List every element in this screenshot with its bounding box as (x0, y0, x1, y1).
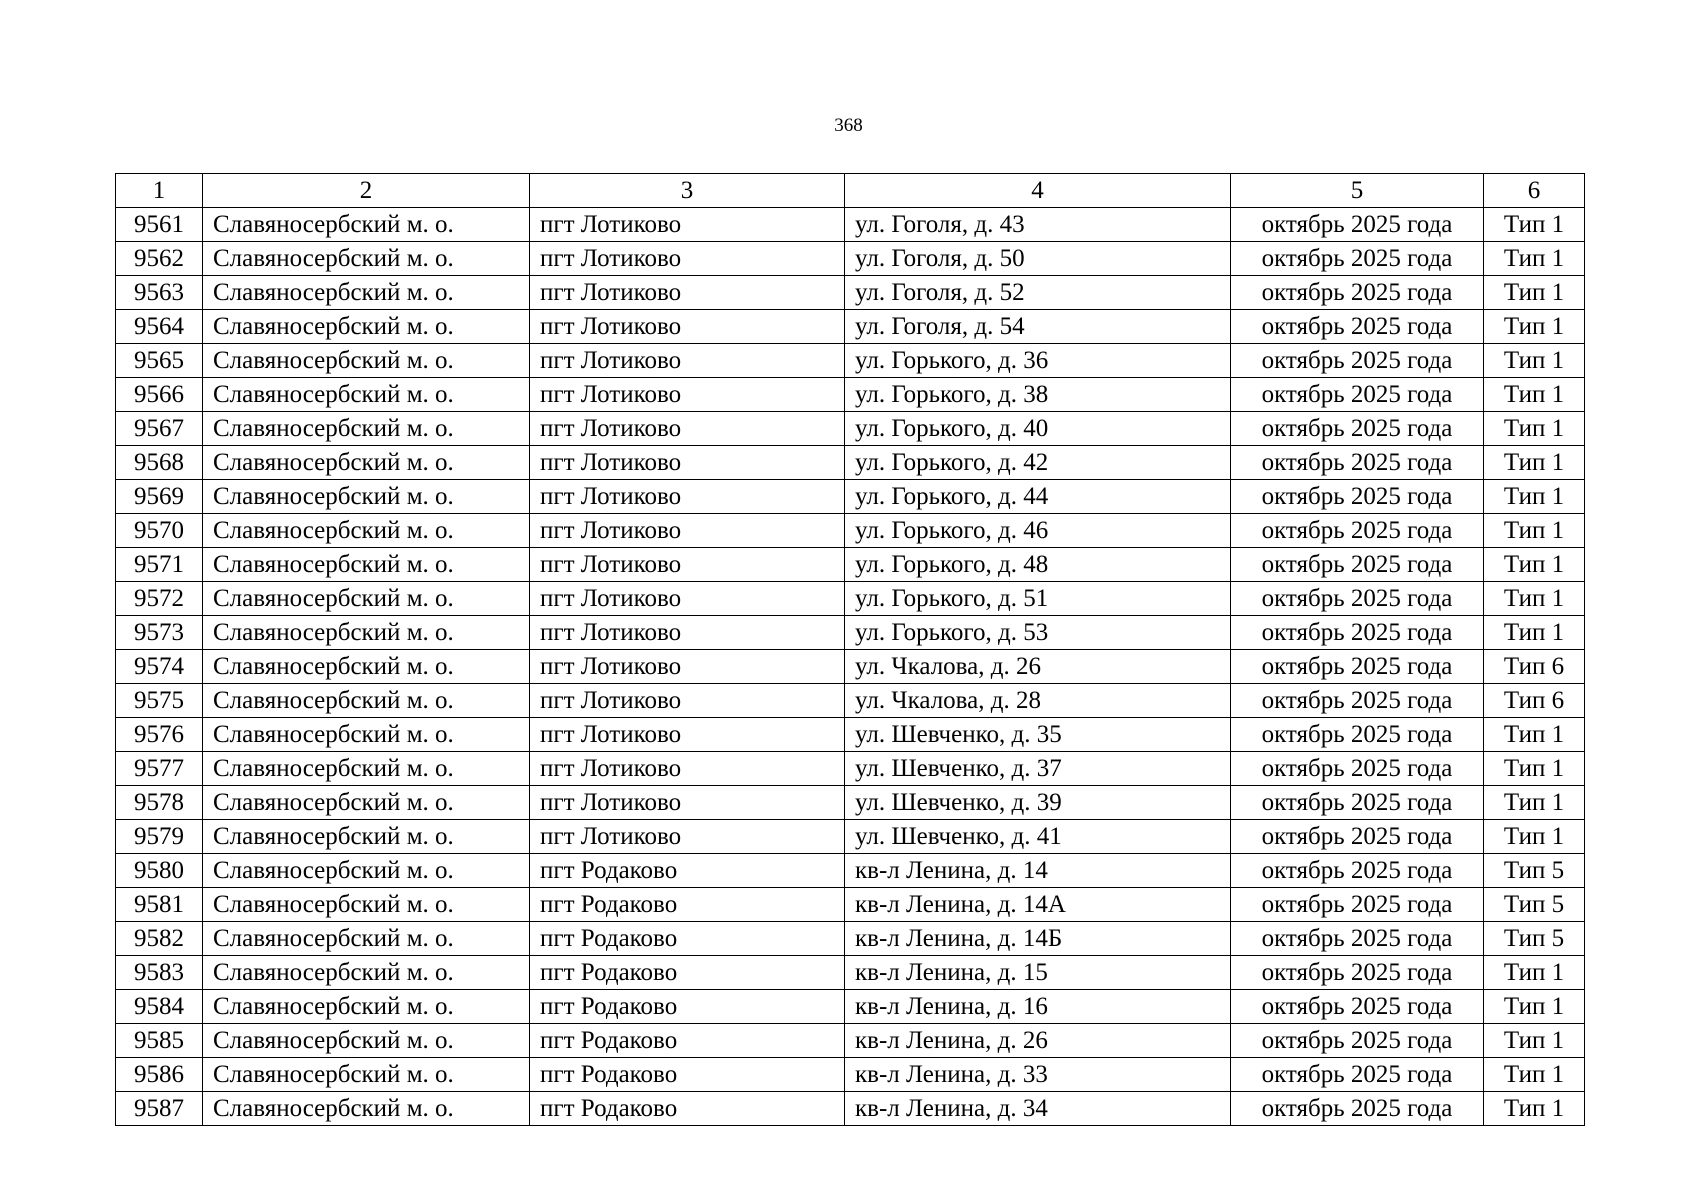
district-cell: Славяносербский м. о. (203, 718, 530, 752)
table-row (116, 820, 1585, 854)
settlement-cell: пгт Лотиково (530, 514, 845, 548)
settlement-cell: пгт Родаково (530, 1024, 845, 1058)
date-cell: октябрь 2025 года (1231, 752, 1484, 786)
row-number-cell: 9582 (116, 922, 203, 956)
district-cell: Славяносербский м. о. (203, 1024, 530, 1058)
row-number-cell: 9562 (116, 242, 203, 276)
address-cell: кв-л Ленина, д. 34 (845, 1092, 1231, 1126)
date-cell: октябрь 2025 года (1231, 242, 1484, 276)
settlement-cell: пгт Лотиково (530, 650, 845, 684)
row-number-cell: 9585 (116, 1024, 203, 1058)
table-row (116, 956, 1585, 990)
table-row (116, 310, 1585, 344)
address-cell: ул. Чкалова, д. 28 (845, 684, 1231, 718)
type-cell: Тип 1 (1484, 1092, 1585, 1126)
date-cell: октябрь 2025 года (1231, 446, 1484, 480)
district-cell: Славяносербский м. о. (203, 956, 530, 990)
district-cell: Славяносербский м. о. (203, 344, 530, 378)
date-cell: октябрь 2025 года (1231, 616, 1484, 650)
table-row (116, 854, 1585, 888)
district-cell: Славяносербский м. о. (203, 888, 530, 922)
type-cell: Тип 1 (1484, 344, 1585, 378)
address-cell: ул. Шевченко, д. 39 (845, 786, 1231, 820)
table-row (116, 242, 1585, 276)
settlement-cell: пгт Лотиково (530, 242, 845, 276)
type-cell: Тип 1 (1484, 718, 1585, 752)
date-cell: октябрь 2025 года (1231, 1058, 1484, 1092)
column-header: 6 (1484, 174, 1585, 208)
address-cell: кв-л Ленина, д. 14Б (845, 922, 1231, 956)
date-cell: октябрь 2025 года (1231, 922, 1484, 956)
row-number-cell: 9565 (116, 344, 203, 378)
type-cell: Тип 1 (1484, 1058, 1585, 1092)
address-cell: ул. Горького, д. 48 (845, 548, 1231, 582)
district-cell: Славяносербский м. о. (203, 276, 530, 310)
row-number-cell: 9587 (116, 1092, 203, 1126)
row-number-cell: 9570 (116, 514, 203, 548)
settlement-cell: пгт Лотиково (530, 820, 845, 854)
date-cell: октябрь 2025 года (1231, 1092, 1484, 1126)
type-cell: Тип 1 (1484, 1024, 1585, 1058)
column-number-row (116, 174, 1585, 208)
district-cell: Славяносербский м. о. (203, 310, 530, 344)
address-cell: ул. Горького, д. 42 (845, 446, 1231, 480)
row-number-cell: 9574 (116, 650, 203, 684)
date-cell: октябрь 2025 года (1231, 820, 1484, 854)
settlement-cell: пгт Лотиково (530, 446, 845, 480)
type-cell: Тип 6 (1484, 650, 1585, 684)
table-row (116, 446, 1585, 480)
row-number-cell: 9572 (116, 582, 203, 616)
settlement-cell: пгт Лотиково (530, 344, 845, 378)
address-cell: ул. Шевченко, д. 37 (845, 752, 1231, 786)
type-cell: Тип 1 (1484, 786, 1585, 820)
column-header: 1 (116, 174, 203, 208)
row-number-cell: 9586 (116, 1058, 203, 1092)
address-cell: ул. Гоголя, д. 50 (845, 242, 1231, 276)
row-number-cell: 9579 (116, 820, 203, 854)
type-cell: Тип 1 (1484, 956, 1585, 990)
settlement-cell: пгт Родаково (530, 888, 845, 922)
type-cell: Тип 1 (1484, 378, 1585, 412)
date-cell: октябрь 2025 года (1231, 412, 1484, 446)
date-cell: октябрь 2025 года (1231, 786, 1484, 820)
column-header: 3 (530, 174, 845, 208)
district-cell: Славяносербский м. о. (203, 752, 530, 786)
address-cell: ул. Шевченко, д. 35 (845, 718, 1231, 752)
district-cell: Славяносербский м. о. (203, 582, 530, 616)
district-cell: Славяносербский м. о. (203, 684, 530, 718)
table-row (116, 514, 1585, 548)
settlement-cell: пгт Лотиково (530, 616, 845, 650)
district-cell: Славяносербский м. о. (203, 480, 530, 514)
table-row (116, 718, 1585, 752)
settlement-cell: пгт Лотиково (530, 378, 845, 412)
type-cell: Тип 1 (1484, 752, 1585, 786)
row-number-cell: 9580 (116, 854, 203, 888)
address-cell: ул. Горького, д. 44 (845, 480, 1231, 514)
district-cell: Славяносербский м. о. (203, 412, 530, 446)
address-cell: ул. Горького, д. 40 (845, 412, 1231, 446)
district-cell: Славяносербский м. о. (203, 378, 530, 412)
district-cell: Славяносербский м. о. (203, 786, 530, 820)
row-number-cell: 9576 (116, 718, 203, 752)
date-cell: октябрь 2025 года (1231, 956, 1484, 990)
table-row (116, 650, 1585, 684)
column-header: 5 (1231, 174, 1484, 208)
address-cell: ул. Горького, д. 51 (845, 582, 1231, 616)
table-row (116, 344, 1585, 378)
type-cell: Тип 1 (1484, 276, 1585, 310)
date-cell: октябрь 2025 года (1231, 310, 1484, 344)
table-row (116, 684, 1585, 718)
table-row (116, 548, 1585, 582)
date-cell: октябрь 2025 года (1231, 344, 1484, 378)
settlement-cell: пгт Лотиково (530, 752, 845, 786)
table-row (116, 616, 1585, 650)
row-number-cell: 9566 (116, 378, 203, 412)
address-cell: ул. Горького, д. 46 (845, 514, 1231, 548)
table-header (116, 174, 1585, 208)
district-cell: Славяносербский м. о. (203, 548, 530, 582)
type-cell: Тип 1 (1484, 208, 1585, 242)
table-row (116, 990, 1585, 1024)
settlement-cell: пгт Лотиково (530, 548, 845, 582)
type-cell: Тип 1 (1484, 480, 1585, 514)
date-cell: октябрь 2025 года (1231, 888, 1484, 922)
row-number-cell: 9567 (116, 412, 203, 446)
row-number-cell: 9568 (116, 446, 203, 480)
district-cell: Славяносербский м. о. (203, 820, 530, 854)
district-cell: Славяносербский м. о. (203, 854, 530, 888)
date-cell: октябрь 2025 года (1231, 582, 1484, 616)
row-number-cell: 9581 (116, 888, 203, 922)
type-cell: Тип 1 (1484, 446, 1585, 480)
type-cell: Тип 5 (1484, 922, 1585, 956)
row-number-cell: 9573 (116, 616, 203, 650)
district-cell: Славяносербский м. о. (203, 922, 530, 956)
date-cell: октябрь 2025 года (1231, 514, 1484, 548)
row-number-cell: 9575 (116, 684, 203, 718)
table-row (116, 412, 1585, 446)
settlement-cell: пгт Лотиково (530, 582, 845, 616)
date-cell: октябрь 2025 года (1231, 378, 1484, 412)
district-cell: Славяносербский м. о. (203, 650, 530, 684)
settlement-cell: пгт Родаково (530, 990, 845, 1024)
row-number-cell: 9583 (116, 956, 203, 990)
district-cell: Славяносербский м. о. (203, 1058, 530, 1092)
column-header: 2 (203, 174, 530, 208)
table-row (116, 276, 1585, 310)
address-cell: ул. Гоголя, д. 43 (845, 208, 1231, 242)
settlement-cell: пгт Лотиково (530, 684, 845, 718)
register-table (115, 173, 1585, 1126)
table-row (116, 1058, 1585, 1092)
type-cell: Тип 1 (1484, 310, 1585, 344)
date-cell: октябрь 2025 года (1231, 718, 1484, 752)
table-row (116, 208, 1585, 242)
district-cell: Славяносербский м. о. (203, 446, 530, 480)
district-cell: Славяносербский м. о. (203, 616, 530, 650)
table-row (116, 582, 1585, 616)
type-cell: Тип 1 (1484, 990, 1585, 1024)
type-cell: Тип 5 (1484, 888, 1585, 922)
type-cell: Тип 5 (1484, 854, 1585, 888)
type-cell: Тип 1 (1484, 820, 1585, 854)
type-cell: Тип 1 (1484, 412, 1585, 446)
row-number-cell: 9561 (116, 208, 203, 242)
address-cell: ул. Гоголя, д. 52 (845, 276, 1231, 310)
table-row (116, 1024, 1585, 1058)
settlement-cell: пгт Родаково (530, 922, 845, 956)
table-row (116, 1092, 1585, 1126)
address-cell: ул. Чкалова, д. 26 (845, 650, 1231, 684)
settlement-cell: пгт Лотиково (530, 412, 845, 446)
row-number-cell: 9584 (116, 990, 203, 1024)
settlement-cell: пгт Родаково (530, 854, 845, 888)
table-row (116, 480, 1585, 514)
table-body (116, 208, 1585, 1126)
page-number: 368 (834, 115, 863, 136)
row-number-cell: 9564 (116, 310, 203, 344)
district-cell: Славяносербский м. о. (203, 1092, 530, 1126)
row-number-cell: 9563 (116, 276, 203, 310)
table-row (116, 922, 1585, 956)
date-cell: октябрь 2025 года (1231, 990, 1484, 1024)
address-cell: кв-л Ленина, д. 26 (845, 1024, 1231, 1058)
address-cell: ул. Горького, д. 36 (845, 344, 1231, 378)
row-number-cell: 9578 (116, 786, 203, 820)
type-cell: Тип 1 (1484, 616, 1585, 650)
district-cell: Славяносербский м. о. (203, 514, 530, 548)
column-header: 4 (845, 174, 1231, 208)
date-cell: октябрь 2025 года (1231, 208, 1484, 242)
district-cell: Славяносербский м. о. (203, 208, 530, 242)
settlement-cell: пгт Лотиково (530, 208, 845, 242)
address-cell: ул. Гоголя, д. 54 (845, 310, 1231, 344)
address-cell: кв-л Ленина, д. 14А (845, 888, 1231, 922)
date-cell: октябрь 2025 года (1231, 650, 1484, 684)
date-cell: октябрь 2025 года (1231, 854, 1484, 888)
date-cell: октябрь 2025 года (1231, 684, 1484, 718)
table-row (116, 378, 1585, 412)
settlement-cell: пгт Лотиково (530, 276, 845, 310)
date-cell: октябрь 2025 года (1231, 548, 1484, 582)
settlement-cell: пгт Лотиково (530, 786, 845, 820)
address-cell: ул. Шевченко, д. 41 (845, 820, 1231, 854)
date-cell: октябрь 2025 года (1231, 1024, 1484, 1058)
settlement-cell: пгт Лотиково (530, 310, 845, 344)
settlement-cell: пгт Родаково (530, 1058, 845, 1092)
table-row (116, 752, 1585, 786)
address-cell: кв-л Ленина, д. 33 (845, 1058, 1231, 1092)
address-cell: кв-л Ленина, д. 16 (845, 990, 1231, 1024)
settlement-cell: пгт Родаково (530, 1092, 845, 1126)
district-cell: Славяносербский м. о. (203, 990, 530, 1024)
address-cell: ул. Горького, д. 38 (845, 378, 1231, 412)
district-cell: Славяносербский м. о. (203, 242, 530, 276)
settlement-cell: пгт Лотиково (530, 718, 845, 752)
settlement-cell: пгт Родаково (530, 956, 845, 990)
row-number-cell: 9577 (116, 752, 203, 786)
type-cell: Тип 1 (1484, 548, 1585, 582)
address-cell: кв-л Ленина, д. 15 (845, 956, 1231, 990)
row-number-cell: 9571 (116, 548, 203, 582)
address-cell: кв-л Ленина, д. 14 (845, 854, 1231, 888)
date-cell: октябрь 2025 года (1231, 480, 1484, 514)
table-row (116, 786, 1585, 820)
row-number-cell: 9569 (116, 480, 203, 514)
type-cell: Тип 6 (1484, 684, 1585, 718)
table-row (116, 888, 1585, 922)
type-cell: Тип 1 (1484, 582, 1585, 616)
type-cell: Тип 1 (1484, 242, 1585, 276)
type-cell: Тип 1 (1484, 514, 1585, 548)
date-cell: октябрь 2025 года (1231, 276, 1484, 310)
address-cell: ул. Горького, д. 53 (845, 616, 1231, 650)
settlement-cell: пгт Лотиково (530, 480, 845, 514)
